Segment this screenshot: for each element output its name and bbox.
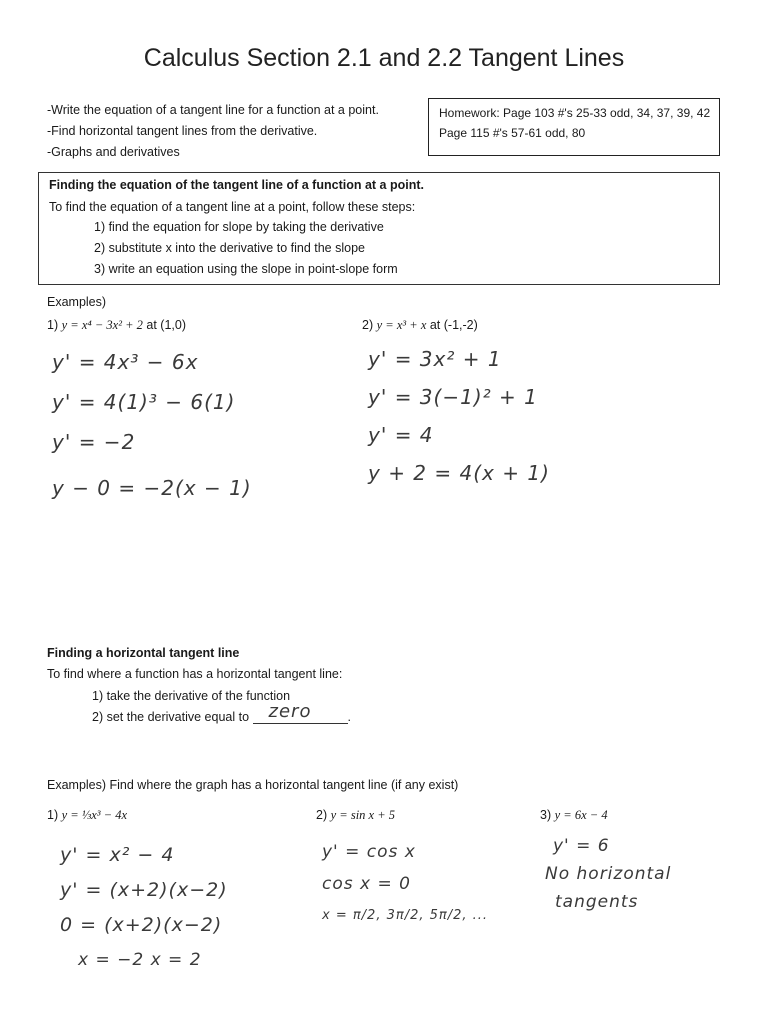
homework-line-2: Page 115 #'s 57-61 odd, 80 [439, 126, 586, 140]
steps-box [38, 172, 720, 285]
steps-intro: To find the equation of a tangent line at a point, follow these steps: [49, 200, 416, 214]
problem-function: y = x³ + x [376, 318, 427, 332]
work-line: tangents [555, 892, 639, 912]
example-1-problem [47, 318, 186, 333]
problem-number: 3) [540, 808, 552, 822]
step-2-text: 2) set the derivative equal to [92, 710, 250, 724]
work-line: 0 = (x+2)(x−2) [60, 914, 223, 936]
objective-item: -Find horizontal tangent lines from the derivative. [47, 124, 318, 138]
example-2-problem [362, 318, 478, 333]
work-line: y − 0 = −2(x − 1) [52, 476, 252, 500]
problem-number: 1) [47, 808, 59, 822]
page-title: Calculus Section 2.1 and 2.2 Tangent Lines [143, 44, 625, 72]
work-line: y' = 3x² + 1 [368, 347, 502, 371]
work-line: y' = cos x [322, 842, 416, 862]
problem-function: y = sin x + 5 [330, 808, 396, 822]
steps-heading: Finding the equation of the tangent line of a function at a point. [49, 178, 424, 192]
work-line: y' = 4 [368, 423, 434, 447]
example-4-work [322, 836, 488, 932]
problem-point: at (1,0) [146, 318, 186, 332]
example-5-problem [540, 808, 608, 823]
work-line: y' = 4(1)³ − 6(1) [52, 390, 236, 414]
work-line: y' = 3(−1)² + 1 [368, 385, 538, 409]
horizontal-step-2 [92, 701, 352, 724]
step-item: 2) substitute x into the derivative to find the slope [94, 241, 365, 255]
work-line: y' = 4x³ − 6x [52, 350, 199, 374]
example-1-work [52, 342, 252, 508]
work-line: cos x = 0 [322, 874, 411, 894]
answer-blank [253, 701, 348, 724]
problem-number: 2) [362, 318, 374, 332]
example-3-work [60, 838, 228, 978]
work-line: y' = 6 [553, 836, 610, 856]
work-line: x = −2 x = 2 [78, 950, 202, 970]
objective-item: -Write the equation of a tangent line for a function at a point. [47, 103, 379, 117]
problem-function: y = ⅓x³ − 4x [61, 808, 127, 822]
period: . [347, 710, 352, 724]
work-line: x = π/2, 3π/2, 5π/2, ... [322, 908, 489, 923]
examples-2-label: Examples) Find where the graph has a horizontal tangent line (if any exist) [47, 778, 459, 792]
horizontal-step-1: 1) take the derivative of the function [92, 689, 291, 703]
homework-line-1: Homework: Page 103 #'s 25-33 odd, 34, 37, 39, 42 [439, 106, 711, 120]
examples-label: Examples) [47, 295, 107, 309]
horizontal-heading: Finding a horizontal tangent line [47, 646, 240, 660]
homework-box [428, 98, 720, 156]
objectives-list [47, 100, 379, 163]
objective-item: -Graphs and derivatives [47, 145, 180, 159]
work-line: y' = −2 [52, 430, 136, 454]
example-3-problem [47, 808, 127, 823]
horizontal-intro: To find where a function has a horizontal tangent line: [47, 667, 343, 681]
work-line: y' = (x+2)(x−2) [60, 879, 228, 901]
answer-zero: zero [268, 701, 312, 722]
example-2-work [368, 340, 550, 492]
problem-number: 1) [47, 318, 59, 332]
work-line: No horizontal [545, 864, 672, 884]
work-line: y + 2 = 4(x + 1) [368, 461, 550, 485]
problem-point: at (-1,-2) [429, 318, 478, 332]
problem-function: y = 6x − 4 [554, 808, 608, 822]
example-5-work [545, 832, 671, 916]
problem-number: 2) [316, 808, 328, 822]
problem-function: y = x⁴ − 3x² + 2 [61, 318, 143, 332]
step-item: 1) find the equation for slope by taking the derivative [94, 220, 384, 234]
example-4-problem [316, 808, 395, 823]
work-line: y' = x² − 4 [60, 844, 175, 866]
step-item: 3) write an equation using the slope in point-slope form [94, 262, 398, 276]
